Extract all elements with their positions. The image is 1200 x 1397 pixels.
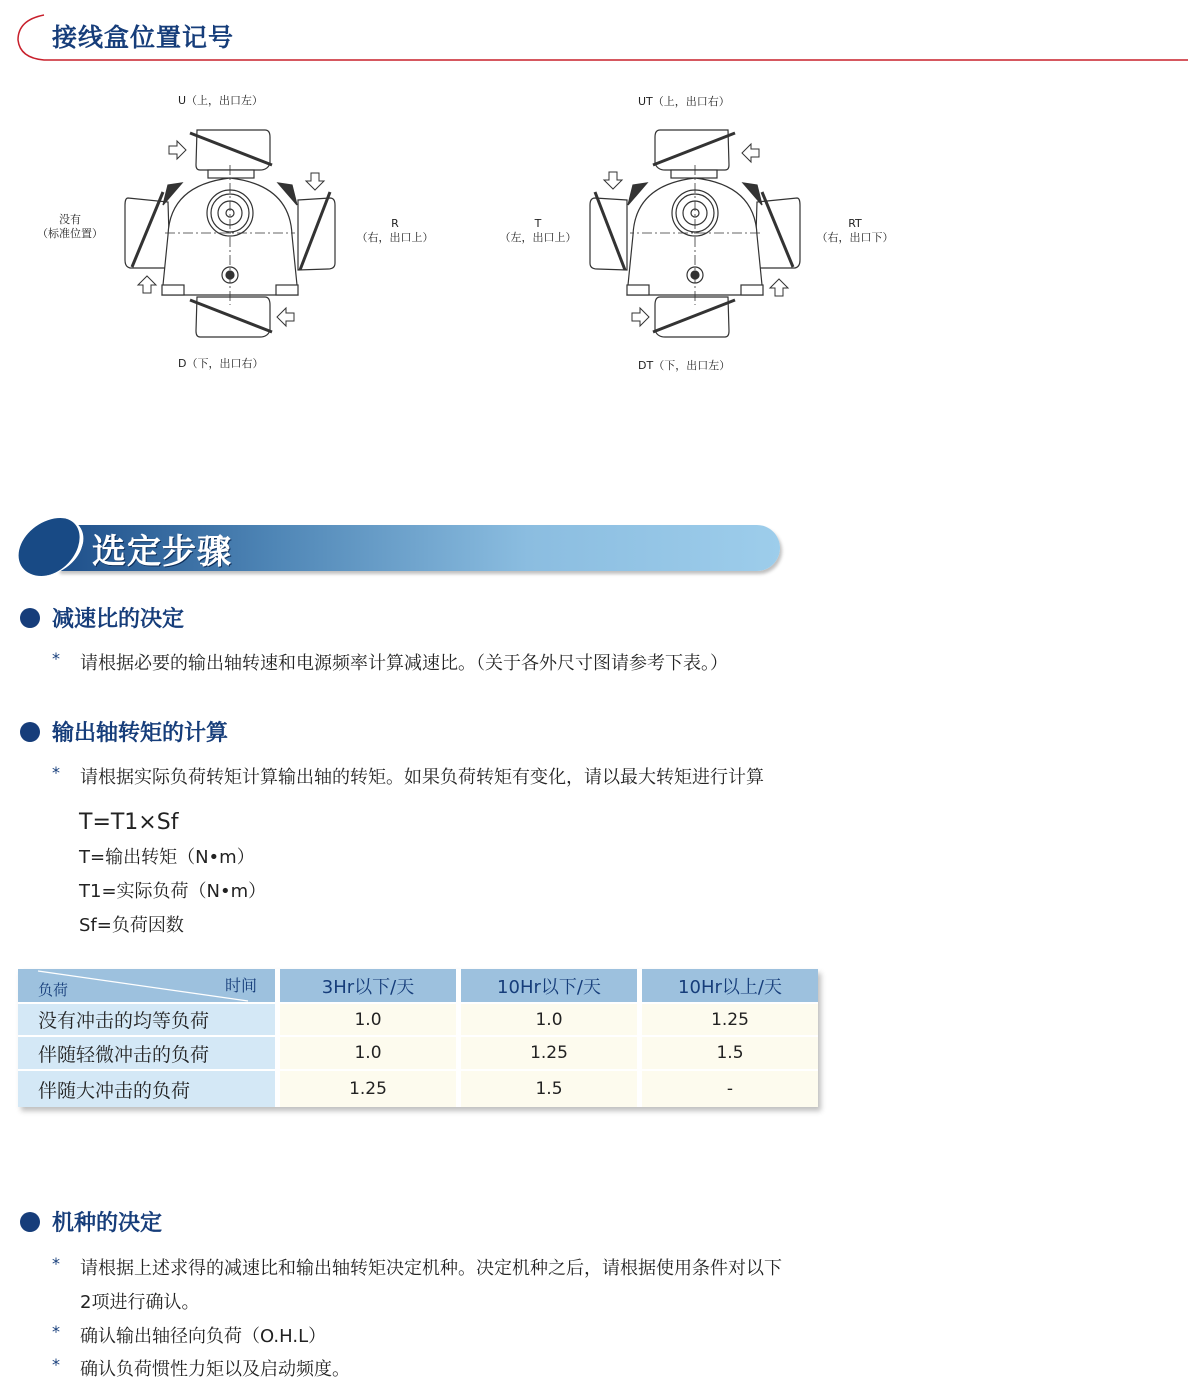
table-cell: 1.0	[275, 1035, 456, 1069]
formula-def: Sf=负荷因数	[79, 915, 184, 936]
section-heading-reduction-ratio: 减速比的决定	[20, 602, 184, 633]
column-header: 10Hr以上/天	[637, 969, 818, 1002]
bullet-dot-icon	[20, 608, 40, 628]
list-item: * 请根据实际负荷转矩计算输出轴的转矩。如果负荷转矩有变化，请以最大转矩进行计算	[52, 763, 764, 788]
table-cell: 1.25	[275, 1069, 456, 1107]
label-u: U（上，出口左）	[178, 94, 264, 107]
formula-main: T=T1×Sf	[79, 810, 179, 835]
page-title: 接线盒位置记号	[52, 23, 235, 52]
row-header: 没有冲击的均等负荷	[18, 1002, 275, 1035]
table-cell: 1.5	[637, 1035, 818, 1069]
table-corner: 负荷 时间	[18, 969, 275, 1002]
list-item: * 确认输出轴径向负荷（O.H.L）	[52, 1322, 327, 1347]
list-item: * 确认负荷惯性力矩以及启动频度。	[52, 1355, 350, 1380]
list-item-continuation: 2项进行确认。	[80, 1292, 200, 1313]
list-item: * 请根据必要的输出轴转速和电源频率计算减速比。（关于各外尺寸图请参考下表。）	[52, 649, 728, 674]
table-row	[18, 1002, 818, 1035]
column-header: 3Hr以下/天	[275, 969, 456, 1002]
banner-title: 选定步骤	[92, 532, 232, 572]
section-heading-torque: 输出轴转矩的计算	[20, 716, 228, 747]
label-dt: DT（下，出口左）	[638, 359, 731, 372]
bullet-dot-icon	[20, 1212, 40, 1232]
label-rt: RT （右，出口下）	[816, 217, 894, 244]
list-item: * 请根据上述求得的减速比和输出轴转矩决定机种。决定机种之后，请根据使用条件对以下	[52, 1254, 782, 1279]
table-cell: 1.0	[456, 1002, 637, 1035]
label-r: R （右，出口上）	[356, 217, 434, 244]
table-cell: -	[637, 1069, 818, 1107]
label-t: T （左，出口上）	[499, 217, 577, 244]
label-ut: UT（上，出口右）	[638, 95, 730, 108]
selection-steps-banner	[18, 518, 783, 578]
formula-def: T=输出转矩（N•m）	[79, 847, 255, 868]
table-row	[18, 1069, 818, 1107]
formula-def: T1=实际负荷（N•m）	[79, 881, 267, 902]
label-d: D（下，出口右）	[178, 357, 264, 370]
table-cell: 1.5	[456, 1069, 637, 1107]
service-factor-table	[18, 969, 818, 1107]
table-cell: 1.25	[456, 1035, 637, 1069]
table-cell: 1.0	[275, 1002, 456, 1035]
column-header: 10Hr以下/天	[456, 969, 637, 1002]
table-row	[18, 1035, 818, 1069]
bullet-dot-icon	[20, 722, 40, 742]
section-heading-model-selection: 机种的决定	[20, 1206, 162, 1237]
row-header: 伴随轻微冲击的负荷	[18, 1035, 275, 1069]
row-header: 伴随大冲击的负荷	[18, 1069, 275, 1107]
table-cell: 1.25	[637, 1002, 818, 1035]
label-standard: 没有 （标准位置）	[37, 213, 103, 240]
